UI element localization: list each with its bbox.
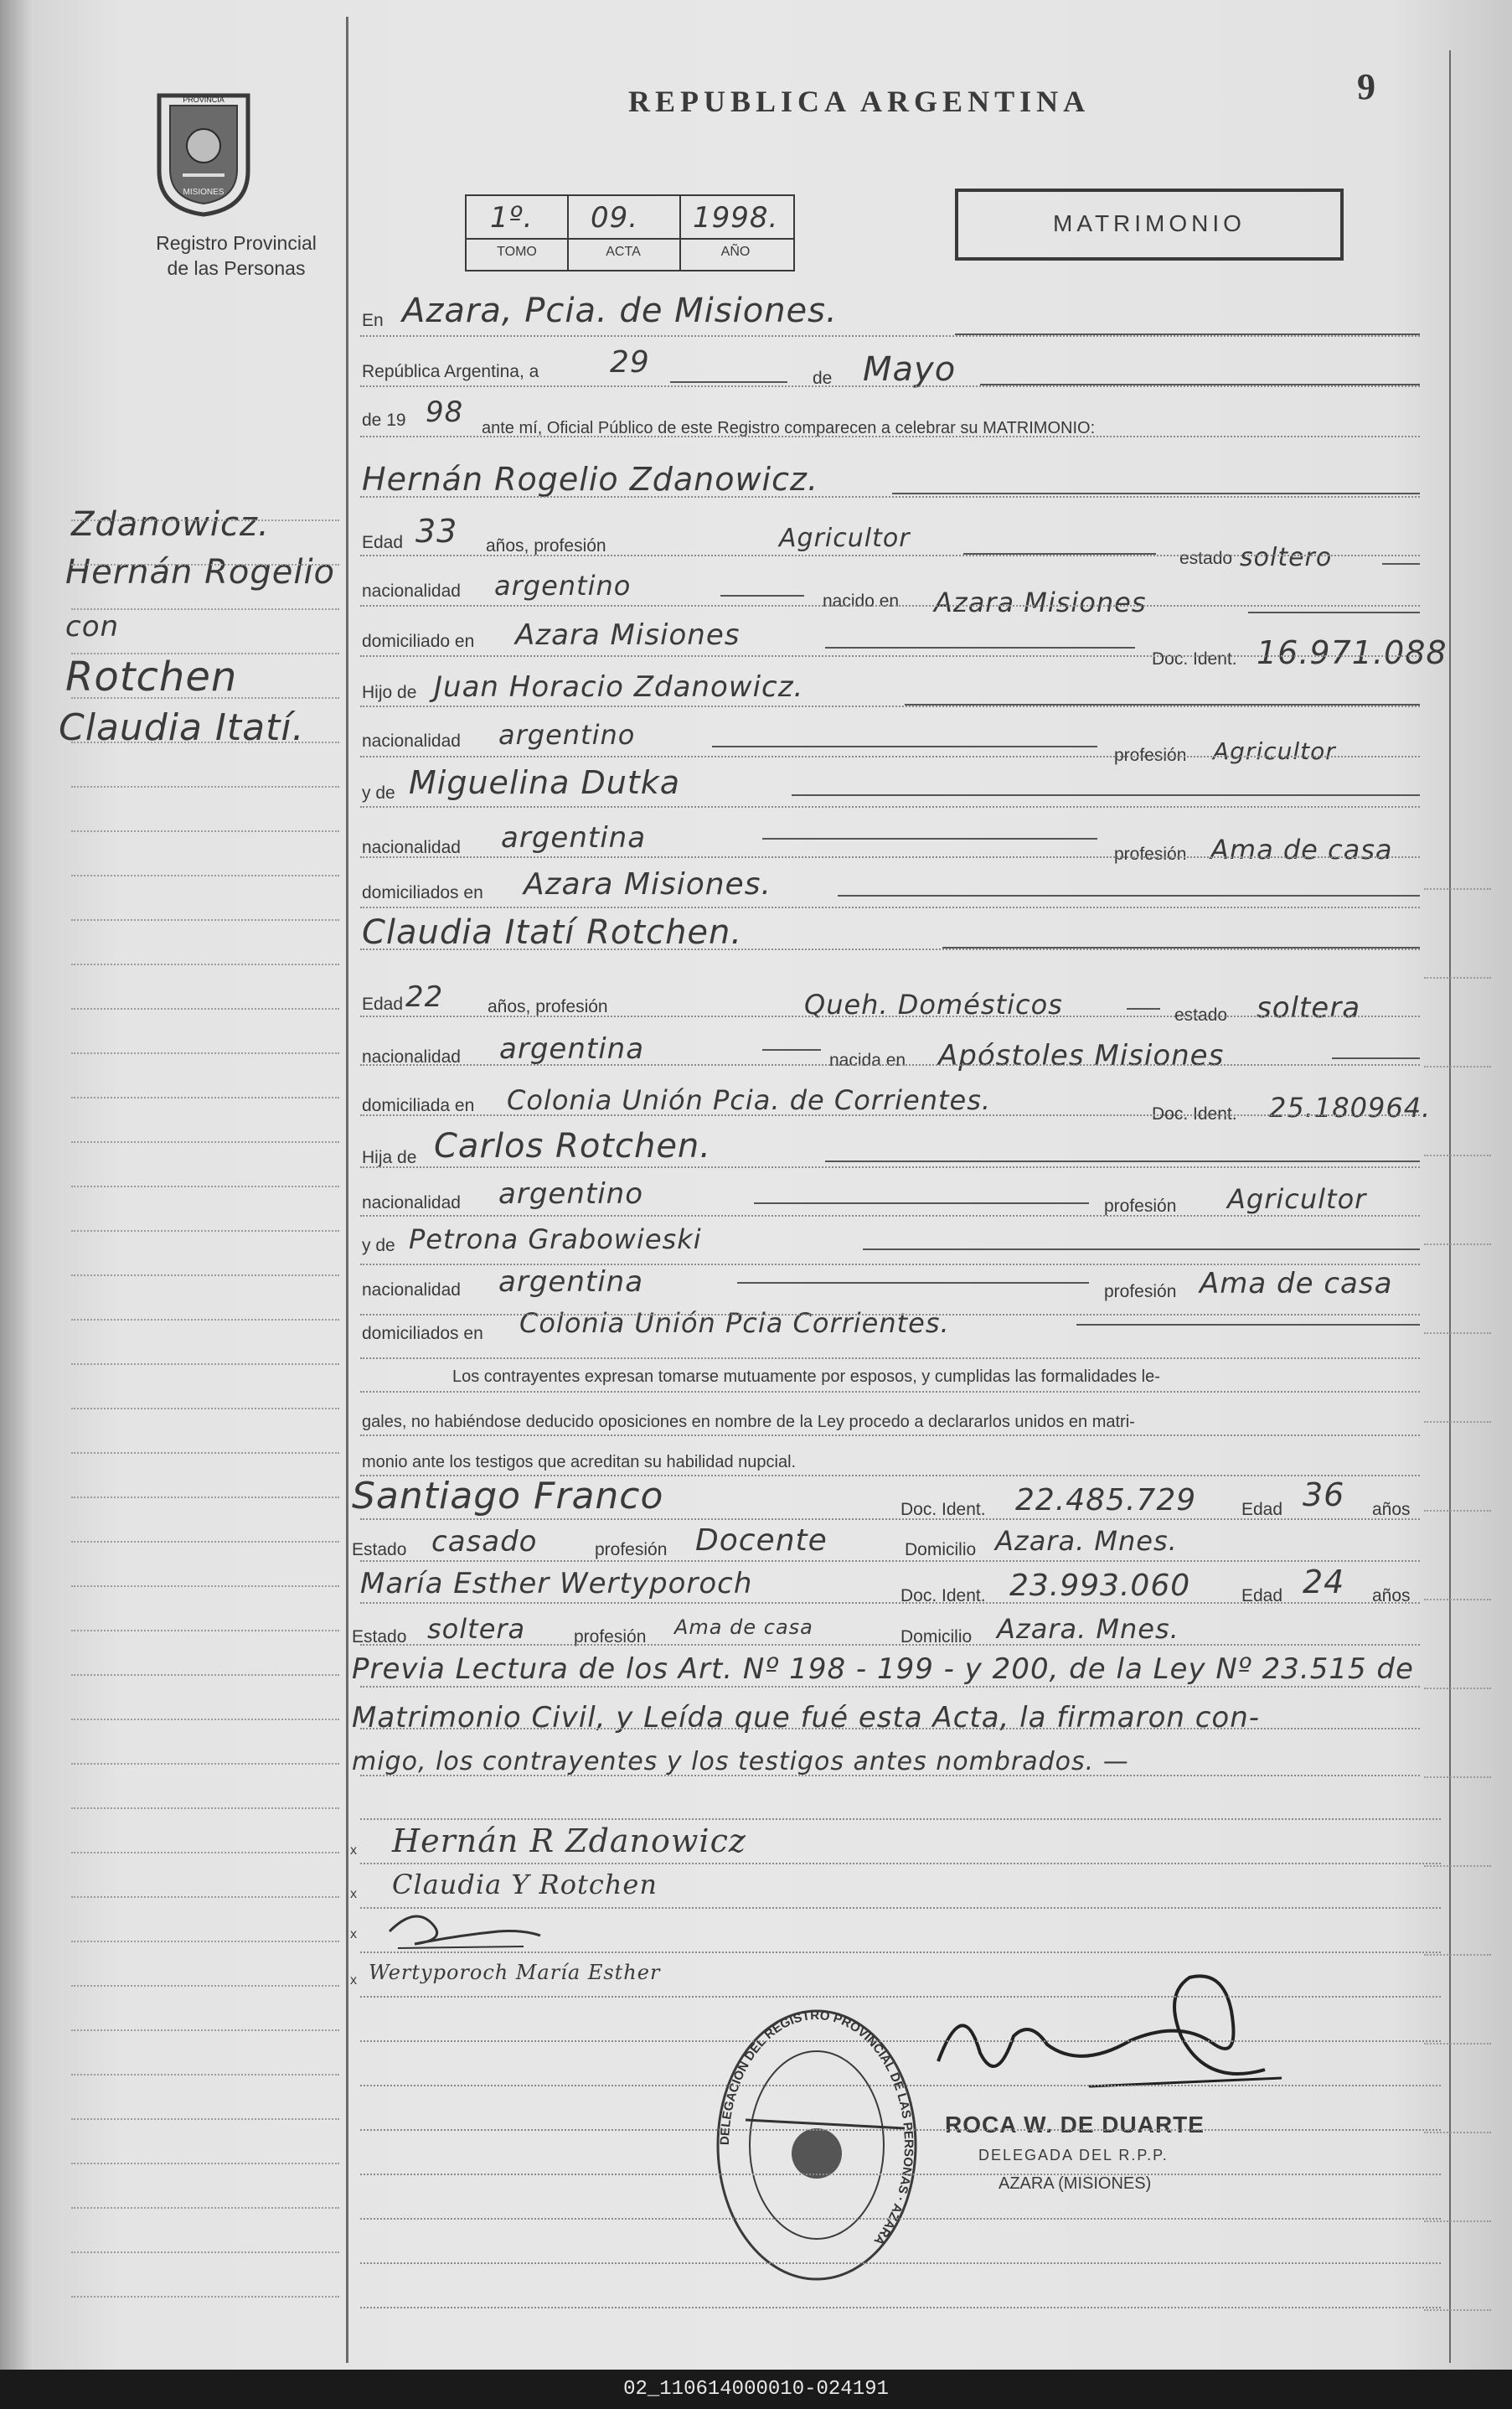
form-baseline <box>360 436 1420 437</box>
margin-ruled-line <box>71 608 339 610</box>
form-baseline <box>360 907 1420 908</box>
seal-bottom-text: MISIONES <box>183 188 224 197</box>
year-prefix: de 19 <box>362 411 406 430</box>
groom-nac-label: nacionalidad <box>362 582 461 601</box>
stamp-ring-text: DELEGACION DEL REGISTRO PROVINCIAL DE LAS PERSONAS · AZARA <box>717 2008 916 2248</box>
margin-ruled-line <box>71 2029 339 2031</box>
de-label: de <box>813 369 833 388</box>
margin-ruled-line <box>71 1052 339 1054</box>
right-ruled-line <box>1424 977 1491 979</box>
record-type: MATRIMONIO <box>1053 210 1246 236</box>
witness1-edad: 36 <box>1303 1476 1345 1513</box>
day-value: 29 <box>610 345 650 380</box>
bride-doc: 25.180964. <box>1269 1092 1432 1124</box>
groom-padres-dom: Azara Misiones. <box>524 867 771 902</box>
groom-edad: 33 <box>415 513 458 550</box>
signature-bride: Claudia Y Rotchen <box>392 1869 658 1900</box>
form-baseline <box>360 949 1420 950</box>
margin-ruled-line <box>71 875 339 876</box>
groom-madre-prof: Ama de casa <box>1210 834 1393 866</box>
form-baseline <box>360 1686 1420 1688</box>
groom-padre-nac-label: nacionalidad <box>362 731 461 751</box>
sig-x-1: x <box>350 1843 357 1858</box>
witness1-estado-label: Estado <box>352 1540 407 1559</box>
binding-edge <box>0 0 34 2370</box>
groom-estado-label: estado <box>1179 549 1233 568</box>
signature-baseline <box>360 1996 1441 1998</box>
margin-ruled-line <box>71 1497 339 1498</box>
bride-estado-label: estado <box>1174 1005 1228 1025</box>
groom-madre-nac: argentina <box>501 821 647 855</box>
signature-baseline <box>360 2129 1441 2131</box>
signature-baseline <box>360 2040 1441 2042</box>
bride-hija-label: Hija de <box>362 1148 417 1167</box>
bride-madre-prof-label: profesión <box>1104 1282 1177 1301</box>
right-ruled-line <box>1424 1332 1491 1334</box>
right-ruled-line <box>1424 1155 1491 1156</box>
margin-bride-surname: Rotchen <box>65 654 238 700</box>
bride-nacida-label: nacida en <box>829 1051 906 1070</box>
right-ruled-line <box>1424 888 1491 890</box>
closing-line-3: migo, los contrayentes y los testigos antes nombrados. — <box>352 1747 1129 1776</box>
margin-ruled-line <box>71 1008 339 1010</box>
witness2-estado-label: Estado <box>352 1627 407 1646</box>
form-baseline <box>360 1602 1420 1604</box>
bride-dom-label: domiciliada en <box>362 1096 475 1115</box>
bride-name: Claudia Itatí Rotchen. <box>362 913 743 952</box>
groom-hijo-label: Hijo de <box>362 683 417 702</box>
witness2-domicilio: Azara. Mnes. <box>997 1613 1179 1645</box>
closing-line-2: Matrimonio Civil, y Leída que fué esta Acta, la firmaron con- <box>352 1701 1261 1734</box>
margin-ruled-line <box>71 2163 339 2164</box>
bride-estado: soltera <box>1257 991 1361 1025</box>
groom-doc-label: Doc. Ident. <box>1152 649 1237 669</box>
form-baseline <box>360 335 1420 337</box>
groom-yde-label: y de <box>362 783 395 803</box>
form-baseline <box>360 1016 1420 1017</box>
margin-ruled-line <box>71 1230 339 1232</box>
groom-nacionalidad: argentino <box>494 570 632 602</box>
signature-baseline <box>360 2218 1441 2220</box>
signature-witness2: Wertyporoch María Esther <box>369 1961 661 1984</box>
margin-ruled-line <box>71 1141 339 1143</box>
closing-line-1: Previa Lectura de los Art. Nº 198 - 199 - y 200, de la Ley Nº 23.515 de <box>352 1652 1414 1686</box>
margin-ruled-line <box>71 1763 339 1765</box>
scan-footer-id: 02_110614000010-024191 <box>0 2370 1512 2409</box>
form-baseline <box>360 1357 1420 1359</box>
official-title: DELEGADA DEL R.P.P. <box>978 2147 1169 2163</box>
groom-padre: Juan Horacio Zdanowicz. <box>434 670 804 704</box>
anio-value: 1998. <box>693 201 779 235</box>
bride-edad-label: Edad <box>362 995 404 1014</box>
bride-padre: Carlos Rotchen. <box>434 1127 711 1166</box>
bride-profesion: Queh. Domésticos <box>804 989 1063 1021</box>
declaration-line-1: Los contrayentes expresan tomarse mutuamente por esposos, y cumplidas las formalidades le- <box>452 1367 1160 1386</box>
bride-padres-dom-label: domiciliados en <box>362 1324 483 1343</box>
country-title: REPUBLICA ARGENTINA <box>628 85 1091 118</box>
sig-x-4: x <box>350 1973 357 1988</box>
groom-madre-nac-label: nacionalidad <box>362 838 461 857</box>
signature-baseline <box>360 1818 1441 1820</box>
margin-ruled-line <box>71 1274 339 1276</box>
groom-madre-prof-label: profesión <box>1114 845 1187 864</box>
margin-ruled-line <box>71 2074 339 2076</box>
margin-ruled-line <box>71 564 339 566</box>
seal-top-text: PROVINCIA <box>183 96 224 104</box>
bride-nac-label: nacionalidad <box>362 1047 461 1067</box>
margin-surname: Zdanowicz. <box>71 505 270 544</box>
form-baseline <box>360 706 1420 707</box>
bride-madre: Petrona Grabowieski <box>409 1223 702 1255</box>
tomo-value: 1º. <box>490 201 534 235</box>
margin-ruled-line <box>71 520 339 521</box>
bride-padre-nac: argentino <box>498 1177 643 1211</box>
sig-x-3: x <box>350 1927 357 1941</box>
form-baseline <box>360 1166 1420 1168</box>
margin-given-names: Hernán Rogelio <box>65 553 336 592</box>
right-ruled-line <box>1424 1599 1491 1600</box>
margin-ruled-line <box>71 919 339 921</box>
margin-ruled-line <box>71 1097 339 1099</box>
right-ruled-line <box>1424 2132 1491 2133</box>
right-ruled-line <box>1424 1510 1491 1512</box>
witness1-doc: 22.485.729 <box>1015 1483 1197 1517</box>
margin-ruled-line <box>71 1186 339 1187</box>
right-ruled-line <box>1424 1954 1491 1956</box>
witness2-profesion-label: profesión <box>574 1627 647 1646</box>
right-ruled-line <box>1424 1066 1491 1068</box>
form-baseline <box>360 1644 1420 1646</box>
place-value: Azara, Pcia. de Misiones. <box>402 292 838 330</box>
form-baseline <box>360 1114 1420 1116</box>
tomo-label: TOMO <box>497 245 537 259</box>
witness2-edad-label: Edad <box>1241 1586 1283 1605</box>
signature-baseline <box>360 2085 1441 2086</box>
form-baseline <box>360 1775 1420 1776</box>
form-baseline <box>360 655 1420 657</box>
margin-ruled-line <box>71 2207 339 2209</box>
declaration-line-3: monio ante los testigos que acreditan su habilidad nupcial. <box>362 1453 797 1471</box>
margin-ruled-line <box>71 1985 339 1987</box>
acta-value: 09. <box>591 201 639 235</box>
witness1-estado: casado <box>431 1525 538 1559</box>
witness1-doc-label: Doc. Ident. <box>900 1500 986 1519</box>
signature-baseline <box>360 2174 1441 2175</box>
bride-domicilio: Colonia Unión Pcia. de Corrientes. <box>507 1084 992 1116</box>
right-ruled-line <box>1424 1421 1491 1423</box>
right-ruled-line <box>1424 1776 1491 1778</box>
groom-dom-label: domiciliado en <box>362 632 475 651</box>
signature-baseline <box>360 2307 1441 2308</box>
witness1-edad-label: Edad <box>1241 1500 1283 1519</box>
bride-madre-nac: argentina <box>498 1265 644 1299</box>
witness1-anos: años <box>1372 1500 1411 1519</box>
witness2-doc-label: Doc. Ident. <box>900 1586 986 1605</box>
form-baseline <box>360 1215 1420 1217</box>
groom-name: Hernán Rogelio Zdanowicz. <box>362 461 819 498</box>
right-ruled-line <box>1424 2309 1491 2311</box>
margin-ruled-line <box>71 1541 339 1543</box>
groom-padre-nac: argentino <box>498 719 636 751</box>
form-baseline <box>360 1391 1420 1393</box>
margin-con: con <box>65 610 120 644</box>
tomo-acta-box <box>465 194 795 271</box>
groom-doc: 16.971.088 <box>1257 634 1447 671</box>
groom-padre-prof-label: profesión <box>1114 746 1187 765</box>
form-baseline <box>360 1728 1420 1729</box>
bride-padres-dom: Colonia Unión Pcia Corrientes. <box>519 1307 950 1339</box>
margin-ruled-line <box>71 2251 339 2253</box>
margin-rule-right <box>1449 50 1451 2363</box>
margin-ruled-line <box>71 1585 339 1587</box>
margin-ruled-line <box>71 1319 339 1321</box>
witness1-name: Santiago Franco <box>352 1475 664 1517</box>
witness1-profesion: Docente <box>695 1523 828 1558</box>
groom-padres-dom-label: domiciliados en <box>362 883 483 902</box>
margin-ruled-line <box>71 742 339 743</box>
margin-ruled-line <box>71 2118 339 2120</box>
groom-madre: Miguelina Dutka <box>409 764 681 801</box>
bride-nacida: Apóstoles Misiones <box>938 1039 1225 1073</box>
declaration-line-2: gales, no habiéndose deducido oposiciones en nombre de la Ley procedo a declararlos unidos en matri- <box>362 1413 1135 1431</box>
form-baseline <box>360 1475 1420 1476</box>
right-ruled-line <box>1424 1243 1491 1245</box>
bride-yde-label: y de <box>362 1236 395 1255</box>
witness1-domicilio: Azara. Mnes. <box>995 1525 1178 1557</box>
witness2-name: María Esther Wertyporoch <box>360 1567 753 1600</box>
signature-baseline <box>360 1951 1441 1953</box>
year-suffix: 98 <box>426 395 464 429</box>
republica-label: República Argentina, a <box>362 362 539 381</box>
margin-ruled-line <box>71 1719 339 1720</box>
form-baseline <box>360 1435 1420 1436</box>
bride-madre-prof: Ama de casa <box>1200 1267 1393 1300</box>
margin-ruled-line <box>71 1852 339 1853</box>
form-baseline <box>360 1314 1420 1316</box>
margin-ruled-line <box>71 1674 339 1676</box>
official-place: AZARA (MISIONES) <box>999 2174 1152 2193</box>
margin-ruled-line <box>71 1807 339 1809</box>
signature-baseline <box>360 1907 1441 1909</box>
acta-label: ACTA <box>606 245 641 259</box>
form-baseline <box>360 605 1420 607</box>
month-value: Mayo <box>863 350 957 389</box>
margin-bride-names: Claudia Itatí. <box>59 706 305 749</box>
witness2-edad: 24 <box>1303 1564 1345 1600</box>
form-baseline <box>360 756 1420 757</box>
margin-ruled-line <box>71 697 339 699</box>
right-ruled-line <box>1424 1865 1491 1867</box>
witness2-anos: años <box>1372 1586 1411 1605</box>
signature-baseline <box>360 2262 1441 2264</box>
witness2-profesion: Ama de casa <box>674 1615 813 1639</box>
signature-groom: Hernán R Zdanowicz <box>392 1822 746 1859</box>
page-number: 9 <box>1357 66 1375 107</box>
groom-nacido: Azara Misiones <box>934 587 1147 618</box>
witness1-profesion-label: profesión <box>595 1540 668 1559</box>
margin-rule <box>346 17 348 2363</box>
official-signature <box>913 1961 1298 2112</box>
groom-edad-label: Edad <box>362 533 404 552</box>
groom-padre-prof: Agricultor <box>1213 737 1336 765</box>
form-baseline <box>360 1518 1420 1520</box>
margin-ruled-line <box>71 1941 339 1942</box>
bride-doc-label: Doc. Ident. <box>1152 1104 1237 1124</box>
witness2-estado: soltera <box>427 1613 526 1645</box>
en-label: En <box>362 311 384 330</box>
bride-anos-profesion: años, profesión <box>488 997 608 1016</box>
margin-ruled-line <box>71 964 339 965</box>
bride-padre-nac-label: nacionalidad <box>362 1193 461 1212</box>
form-baseline <box>360 806 1420 808</box>
witness2-doc: 23.993.060 <box>1009 1569 1191 1603</box>
witness1-domicilio-label: Domicilio <box>905 1540 977 1559</box>
registry-name: Registro Provincial de las Personas <box>156 232 317 279</box>
groom-profesion: Agricultor <box>779 524 911 553</box>
margin-ruled-line <box>71 1363 339 1365</box>
bride-nacionalidad: argentina <box>499 1032 645 1066</box>
form-baseline <box>360 856 1420 858</box>
margin-ruled-line <box>71 830 339 832</box>
margin-ruled-line <box>71 1630 339 1631</box>
form-baseline <box>360 1560 1420 1562</box>
record-type-box <box>955 189 1344 261</box>
bride-edad: 22 <box>405 980 444 1014</box>
official-round-stamp <box>712 2003 921 2288</box>
margin-ruled-line <box>71 1452 339 1454</box>
form-baseline <box>360 496 1420 498</box>
margin-ruled-line <box>71 786 339 788</box>
form-baseline <box>360 555 1420 556</box>
form-baseline <box>360 1264 1420 1265</box>
margin-ruled-line <box>71 653 339 654</box>
coat-of-arms-seal <box>149 87 258 220</box>
groom-estado: soltero <box>1240 543 1333 572</box>
right-ruled-line <box>1424 1688 1491 1689</box>
groom-domicilio: Azara Misiones <box>515 618 741 652</box>
form-baseline <box>360 385 1420 387</box>
official-name: ROCA W. DE DUARTE <box>945 2112 1205 2138</box>
witness2-domicilio-label: Domicilio <box>900 1627 973 1646</box>
signature-baseline <box>360 1863 1441 1864</box>
bride-padre-prof-label: profesión <box>1104 1197 1177 1216</box>
groom-anos-profesion: años, profesión <box>486 536 606 556</box>
anio-label: AÑO <box>720 245 751 259</box>
margin-ruled-line <box>71 1408 339 1409</box>
bride-madre-nac-label: nacionalidad <box>362 1280 461 1300</box>
intro-statement: ante mí, Oficial Público de este Registro comparecen a celebrar su MATRIMONIO: <box>482 419 1096 437</box>
sig-x-2: x <box>350 1887 357 1901</box>
right-ruled-line <box>1424 2220 1491 2222</box>
form-baseline <box>360 1064 1420 1066</box>
groom-nacido-label: nacido en <box>823 592 900 611</box>
bride-padre-prof: Agricultor <box>1227 1183 1367 1215</box>
right-ruled-line <box>1424 2043 1491 2045</box>
margin-ruled-line <box>71 1896 339 1898</box>
margin-ruled-line <box>71 2296 339 2298</box>
